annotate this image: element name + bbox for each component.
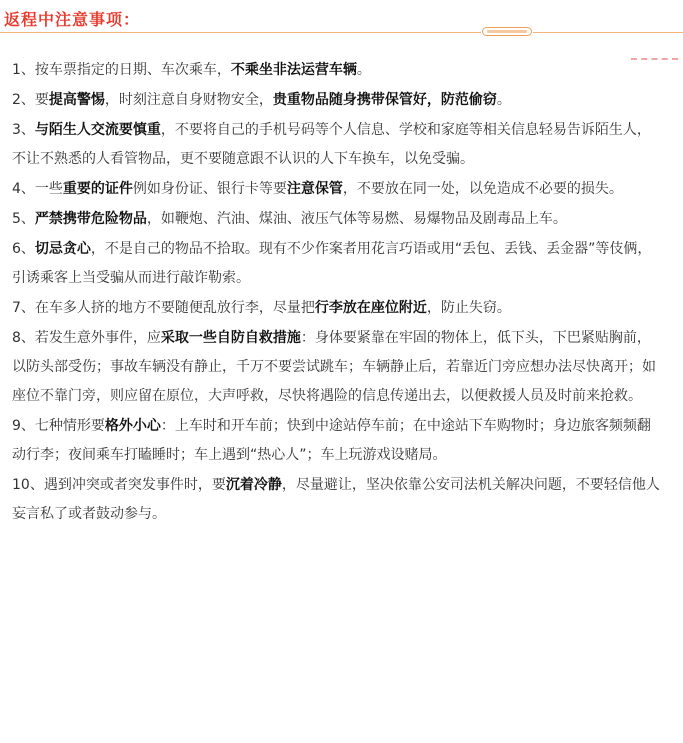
precaution-item-8 [12, 324, 662, 411]
header-divider-ornament [482, 27, 532, 36]
emphasis-text: 严禁携带危险物品 [34, 211, 147, 227]
header-divider-left [0, 32, 481, 33]
emphasis-text: 采取一些自防自救措施 [160, 330, 301, 346]
body-text: ，不要放在同一处，以免造成不必要的损失。 [342, 181, 623, 197]
body-text: ，如鞭炮、汽油、煤油、液压气体等易燃、易爆物品及剧毒品上车。 [146, 211, 567, 227]
body-text: ，尽量避让，坚决依靠公安司法机关解决问题，不要轻信他人妄言私了或者鼓动参与。 [12, 477, 660, 522]
body-text: 2、要 [12, 92, 49, 108]
header-divider-right [533, 32, 683, 33]
body-text: 6、 [12, 241, 35, 257]
body-text: 10、遇到冲突或者突发事件时，要 [12, 477, 226, 493]
precaution-item-6 [12, 235, 662, 293]
emphasis-text: 行李放在座位附近 [314, 300, 427, 316]
precaution-item-3 [12, 116, 662, 174]
body-text: 。 [496, 92, 511, 108]
body-text: 9、七种情形要 [12, 418, 105, 434]
emphasis-text: 贵重物品随身携带保管好，防范偷窃 [272, 92, 497, 108]
body-text: 7、在车多人挤的地方不要随便乱放行李，尽量把 [12, 300, 315, 316]
body-text: ：身体要紧靠在牢固的物体上，低下头，下巴紧贴胸前，以防头部受伤；事故车辆没有静止，千万不要尝试跳车；车辆静止后，若靠近门旁应想办法尽快离开；如座位不靠门旁，则应留在原位，大声呼救，尽快将遇险的信息传递出去，以便救援人员及时前来抢救。 [12, 330, 656, 404]
emphasis-text: 不乘坐非法运营车辆 [230, 62, 357, 78]
emphasis-text: 沉着冷静 [225, 477, 282, 493]
precaution-item-4 [12, 175, 662, 204]
emphasis-text: 切忌贪心 [34, 241, 91, 257]
body-text: 。 [356, 62, 371, 78]
emphasis-text: 注意保管 [286, 181, 343, 197]
precaution-item-2 [12, 86, 662, 115]
section-title: 返程中注意事项： [4, 10, 141, 29]
body-text: 5、 [12, 211, 35, 227]
body-text: ，防止失窃。 [426, 300, 511, 316]
body-text: 8、若发生意外事件，应 [12, 330, 161, 346]
section-header [0, 0, 683, 40]
body-text: 4、一些 [12, 181, 63, 197]
precaution-item-1 [12, 56, 662, 85]
emphasis-text: 与陌生人交流要慎重 [34, 122, 161, 138]
body-text: ，不是自己的物品不拾取。现有不少作案者用花言巧语或用“丢包、丢钱、丢金器”等伎俩，引诱乘客上当受骗从而进行敲诈勒索。 [12, 241, 652, 286]
emphasis-text: 重要的证件 [62, 181, 133, 197]
body-text: ：上车时和开车前；快到中途站停车前；在中途站下车购物时；身边旅客频频翻动行李；夜间乘车打瞌睡时；车上遇到“热心人”；车上玩游戏设赌局。 [12, 418, 651, 463]
precaution-item-9 [12, 412, 662, 470]
ornament-inner [487, 30, 527, 33]
precaution-item-5 [12, 205, 662, 234]
body-text: 1、按车票指定的日期、车次乘车， [12, 62, 231, 78]
body-text: ，不要将自己的手机号码等个人信息、学校和家庭等相关信息轻易告诉陌生人，不让不熟悉的人看管物品，更不要随意跟不认识的人下车换车，以免受骗。 [12, 122, 651, 167]
precaution-item-7 [12, 294, 662, 323]
body-text: 3、 [12, 122, 35, 138]
precautions-list [12, 56, 662, 530]
emphasis-text: 提高警惕 [48, 92, 105, 108]
body-text: 例如身份证、银行卡等要 [132, 181, 287, 197]
body-text: ，时刻注意自身财物安全， [104, 92, 273, 108]
emphasis-text: 格外小心 [104, 418, 161, 434]
precaution-item-10 [12, 471, 662, 529]
